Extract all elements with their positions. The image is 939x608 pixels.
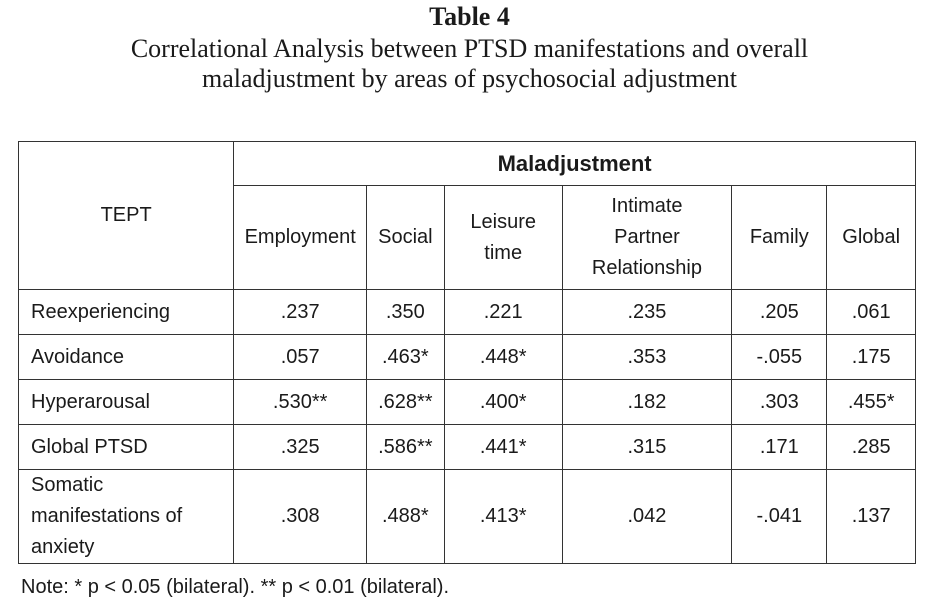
- cell-social: .628**: [367, 380, 445, 425]
- cell-intimate-partner: .182: [562, 380, 731, 425]
- column-header-global: Global: [827, 186, 916, 290]
- table-row-global-ptsd: [19, 425, 916, 470]
- row-label: Somatic manifestations of anxiety: [19, 470, 234, 564]
- cell-employment: .237: [234, 290, 367, 335]
- column-header-leisure-time: Leisure time: [444, 186, 562, 290]
- cell-global: .137: [827, 470, 916, 564]
- cell-employment: .530**: [234, 380, 367, 425]
- table-note: Note: * p < 0.05 (bilateral). ** p < 0.01 (bilateral).: [21, 576, 450, 598]
- cell-leisure-time: .413*: [444, 470, 562, 564]
- cell-employment: .325: [234, 425, 367, 470]
- column-header-family: Family: [732, 186, 827, 290]
- row-label: Global PTSD: [19, 425, 234, 470]
- cell-global: .455*: [827, 380, 916, 425]
- cell-global: .061: [827, 290, 916, 335]
- row-header-tept: TEPT: [19, 142, 234, 290]
- cell-social: .586**: [367, 425, 445, 470]
- column-header-social: Social: [367, 186, 445, 290]
- cell-employment: .057: [234, 335, 367, 380]
- table-row-hyperarousal: [19, 380, 916, 425]
- row-label: Reexperiencing: [19, 290, 234, 335]
- correlation-table: [18, 141, 916, 564]
- cell-family: -.055: [732, 335, 827, 380]
- column-header-intimate-partner: Intimate Partner Relationship: [562, 186, 731, 290]
- cell-intimate-partner: .235: [562, 290, 731, 335]
- table-title-block: [0, 0, 939, 94]
- column-header-employment: Employment: [234, 186, 367, 290]
- table-caption: Correlational Analysis between PTSD manifestations and overall maladjustment by areas of psychosocial adjustment: [130, 34, 809, 93]
- row-label: Hyperarousal: [19, 380, 234, 425]
- table-row-reexperiencing: [19, 290, 916, 335]
- table-row-avoidance: [19, 335, 916, 380]
- cell-intimate-partner: .042: [562, 470, 731, 564]
- cell-family: .205: [732, 290, 827, 335]
- row-label: Avoidance: [19, 335, 234, 380]
- cell-employment: .308: [234, 470, 367, 564]
- cell-social: .488*: [367, 470, 445, 564]
- cell-leisure-time: .441*: [444, 425, 562, 470]
- cell-intimate-partner: .315: [562, 425, 731, 470]
- header-row-group: [19, 142, 916, 186]
- cell-leisure-time: .448*: [444, 335, 562, 380]
- cell-social: .463*: [367, 335, 445, 380]
- cell-social: .350: [367, 290, 445, 335]
- cell-intimate-partner: .353: [562, 335, 731, 380]
- cell-global: .175: [827, 335, 916, 380]
- cell-global: .285: [827, 425, 916, 470]
- cell-family: .171: [732, 425, 827, 470]
- cell-leisure-time: .221: [444, 290, 562, 335]
- cell-leisure-time: .400*: [444, 380, 562, 425]
- table-label: Table 4: [429, 2, 510, 31]
- column-group-header: Maladjustment: [234, 142, 916, 186]
- table-row-somatic-anxiety: [19, 470, 916, 564]
- cell-family: .303: [732, 380, 827, 425]
- cell-family: -.041: [732, 470, 827, 564]
